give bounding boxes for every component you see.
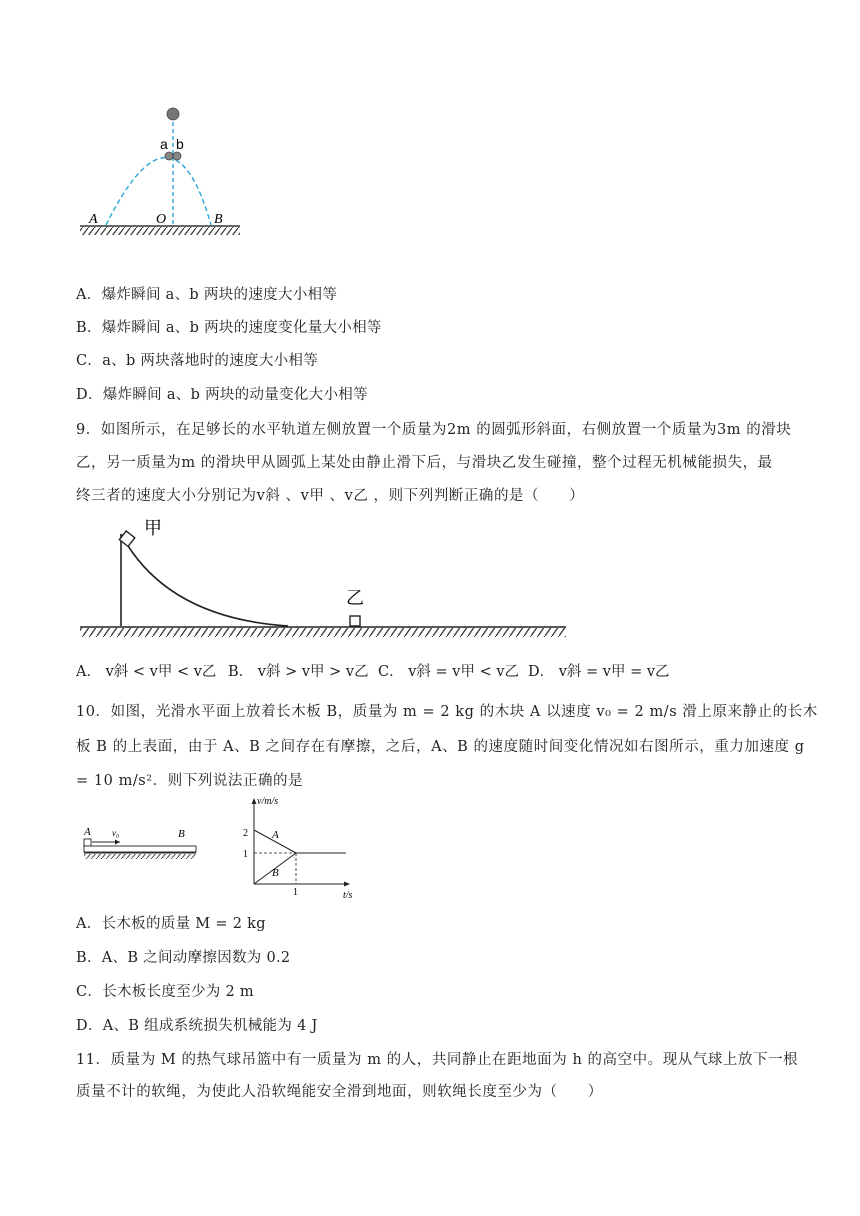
explosion-figure — [76, 100, 246, 242]
ball-a — [165, 152, 173, 160]
q9-option-a: A． v斜 < v甲 < v乙 — [76, 664, 217, 680]
q11-stem-line2: 质量不计的软绳，为使此人沿软绳能安全滑到地面，则软绳长度至少为（ ） — [76, 1084, 603, 1100]
label-B: B — [214, 212, 223, 227]
q9-stem-line3: 终三者的速度大小分别记为v斜 、v甲 、v乙 ，则下列判断正确的是（ ） — [76, 488, 585, 504]
q10-option-d: D．A、B 组成系统损失机械能为 4 J — [76, 1018, 318, 1034]
block-A — [84, 839, 91, 846]
q10-stem-line3: = 10 m/s²．则下列说法正确的是 — [76, 773, 304, 789]
q8-option-a: A．爆炸瞬间 a、b 两块的速度大小相等 — [76, 287, 338, 303]
line-label-B: B — [272, 867, 279, 879]
q9-option-b: B． v斜 > v甲 > v乙 — [228, 664, 369, 680]
board-label-v0: v₀ — [112, 828, 120, 838]
xtick-1: 1 — [293, 887, 298, 898]
ytick-2: 2 — [243, 828, 248, 839]
slope-arc — [121, 534, 288, 626]
label-A: A — [89, 212, 98, 227]
ball-b — [173, 152, 181, 160]
ytick-1: 1 — [243, 849, 248, 860]
board-figure — [82, 822, 200, 866]
label-yi: 乙 — [346, 588, 364, 609]
q8-option-d: D．爆炸瞬间 a、b 两块的动量变化大小相等 — [76, 387, 368, 403]
label-O: O — [156, 212, 167, 227]
ball-top — [167, 108, 179, 120]
q8-option-c: C．a、b 两块落地时的速度大小相等 — [76, 353, 319, 369]
q10-stem-line1: 10．如图，光滑水平面上放着长木板 B，质量为 m = 2 kg 的木块 A 以速度 v₀ = 2 m/s 滑上原来静止的长木 — [76, 704, 818, 720]
q8-option-b: B．爆炸瞬间 a、b 两块的速度变化量大小相等 — [76, 320, 382, 336]
q10-stem-line2: 板 B 的上表面，由于 A、B 之间存在有摩擦，之后，A、B 的速度随时间变化情况如右图所示，重力加速度 g — [76, 739, 805, 755]
q9-option-c: C． v斜 = v甲 < v乙 — [378, 664, 520, 680]
q9-stem-line1: 9．如图所示，在足够长的水平轨道左侧放置一个质量为2m 的圆弧形斜面，右侧放置一个质量为3m 的滑块 — [76, 422, 792, 438]
slope-figure — [76, 516, 571, 638]
line-label-A: A — [272, 829, 279, 841]
label-b: b — [176, 136, 184, 152]
label-a: a — [160, 136, 168, 152]
q9-option-d: D． v斜 = v甲 = v乙 — [528, 664, 670, 680]
label-jia: 甲 — [144, 518, 162, 539]
q10-option-c: C．长木板长度至少为 2 m — [76, 984, 254, 1000]
q10-option-b: B．A、B 之间动摩擦因数为 0.2 — [76, 950, 291, 966]
board-label-A: A — [84, 826, 91, 838]
board-label-B: B — [178, 828, 185, 840]
q11-stem-line1: 11．质量为 M 的热气球吊篮中有一质量为 m 的人，共同静止在距地面为 h 的高空中。现从气球上放下一根 — [76, 1052, 799, 1068]
q10-option-a: A．长木板的质量 M = 2 kg — [76, 916, 266, 932]
axis-ylabel: v/m/s — [257, 796, 279, 807]
long-board-B — [84, 846, 196, 852]
vt-graph — [228, 792, 368, 904]
block-yi — [350, 616, 360, 626]
axis-xlabel: t/s — [343, 890, 353, 901]
q9-stem-line2: 乙，另一质量为m 的滑块甲从圆弧上某处由静止滑下后，与滑块乙发生碰撞，整个过程无机械能损失，最 — [76, 455, 773, 471]
